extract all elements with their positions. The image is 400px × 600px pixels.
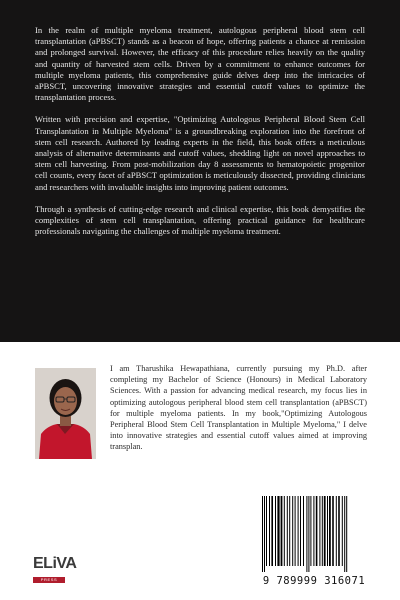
blurb-paragraph-1: In the realm of multiple myeloma treatment, autologous peripheral blood stem cell transplantation (aPBSCT) stands as a beacon of hope, offering patients a chance at remission and prolonged survival. However, the efficacy of this procedure relies heavily on the quality and quantity of harvested stem cells. Driven by a commitment to enhance outcomes for multiple myeloma patients, this comprehensive guide delves deep into the intricacies of aPBSCT, uncovering innovative strategies and essential cutoff values to optimize the transplantation process. bbox=[35, 25, 365, 103]
isbn-barcode bbox=[260, 496, 368, 572]
barcode-bar bbox=[329, 496, 331, 566]
blurb-paragraph-3: Through a synthesis of cutting-edge research and clinical expertise, this book demystifies the complexities of stem cell transplantation, offering practical guidance for healthcare professionals navigating the challenges of multiple myeloma treatment. bbox=[35, 203, 365, 237]
barcode-bar bbox=[275, 496, 276, 566]
barcode-bar bbox=[336, 496, 337, 566]
barcode-bar bbox=[295, 496, 296, 566]
barcode-bar bbox=[322, 496, 323, 566]
barcode-bar bbox=[316, 496, 318, 566]
barcode-bar bbox=[306, 496, 307, 572]
barcode-bar bbox=[313, 496, 314, 566]
publisher-logo-text: ELiVA bbox=[33, 555, 77, 572]
barcode-bar bbox=[310, 496, 311, 566]
barcode-bar bbox=[271, 496, 273, 566]
barcode-bar bbox=[332, 496, 334, 566]
barcode-bar bbox=[300, 496, 301, 566]
barcode-bar bbox=[308, 496, 309, 572]
barcode-bar bbox=[277, 496, 279, 566]
barcode-bar bbox=[266, 496, 267, 566]
barcode-bar bbox=[346, 496, 347, 572]
barcode-bar bbox=[319, 496, 320, 566]
publisher-logo bbox=[33, 555, 77, 595]
barcode-bar bbox=[281, 496, 283, 566]
barcode-bar bbox=[292, 496, 293, 566]
barcode-bar bbox=[344, 496, 345, 572]
barcode-bar bbox=[342, 496, 343, 566]
barcode-bar bbox=[287, 496, 288, 566]
barcode-icon bbox=[260, 496, 368, 572]
barcode-bar bbox=[262, 496, 263, 572]
barcode-bar bbox=[284, 496, 285, 566]
barcode-bar bbox=[269, 496, 270, 566]
author-photo bbox=[35, 368, 96, 459]
barcode-bar bbox=[298, 496, 299, 566]
author-portrait-image bbox=[35, 368, 96, 459]
barcode-bar bbox=[289, 496, 290, 566]
barcode-bar bbox=[324, 496, 326, 566]
barcode-bar bbox=[338, 496, 340, 566]
isbn-number: 9 789999 316071 bbox=[262, 575, 366, 587]
barcode-bar bbox=[303, 496, 304, 566]
author-bio: I am Tharushika Hewapathiana, currently pursuing my Ph.D. after completing my Bachelor of Science (Honours) in Medical Laboratory Sciences. With a passion for advancing medical research, my focus lies in optimizing autologous peripheral blood stem cell transplantation (aPBSCT) for multiple myeloma patients. In my book,"Optimizing Autologous Peripheral Blood Stem Cell Transplantation in Multiple Myeloma," I delve into innovative strategies and essential cutoff values aimed at improving transplan. bbox=[110, 364, 367, 452]
blurb-text bbox=[35, 25, 365, 248]
publisher-logo-subtext: PRESS bbox=[40, 577, 58, 582]
blurb-paragraph-2: Written with precision and expertise, "Optimizing Autologous Peripheral Blood Stem Cell Transplantation in Multiple Myeloma" is a groundbreaking exploration into the forefront of stem cell research. Authored by leading experts in the field, this book offers a meticulous analysis of alternative determinants and cutoff values, shedding light on novel approaches to stem cell harvesting. From post-mobilization day 8 assessments to hematopoietic progenitor cell counts, every facet of aPBSCT optimization is meticulously dissected, providing clinicians and researchers with invaluable insights into improving patient outcomes. bbox=[35, 114, 365, 192]
barcode-bar bbox=[264, 496, 265, 572]
barcode-bar bbox=[327, 496, 328, 566]
